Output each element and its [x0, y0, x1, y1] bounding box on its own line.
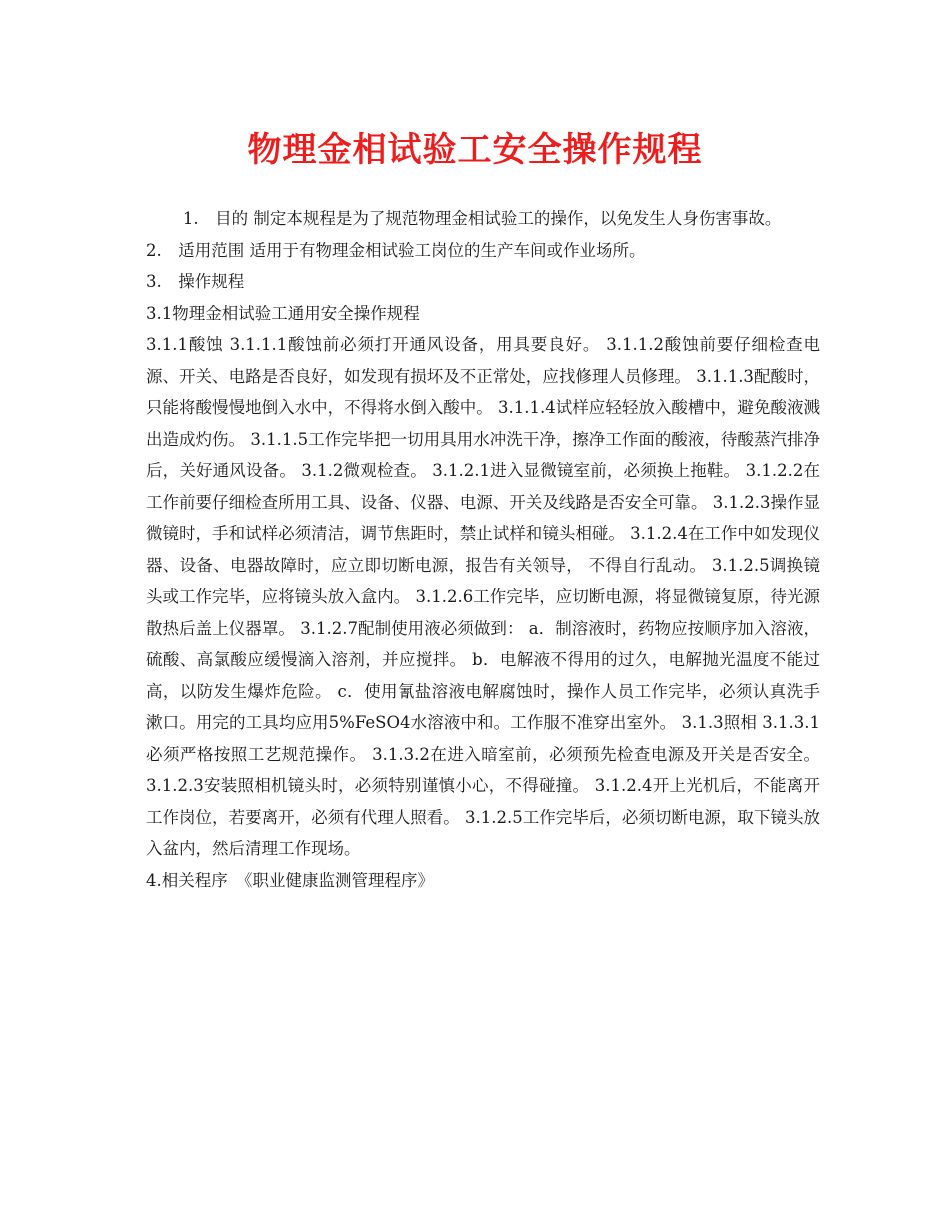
paragraph-procedures-heading: 3. 操作规程 — [146, 272, 245, 291]
document-body — [140, 203, 820, 896]
paragraph-related-procedures: 4.相关程序 《职业健康监测管理程序》 — [146, 870, 434, 890]
paragraph-rules-detail: 3.1.1酸蚀 3.1.1.1酸蚀前必须打开通风设备，用具要良好。 3.1.1.2酸蚀前要仔细检查电源、开关、电路是否良好，如发现有损坏及不正常处，应找修理人员修理。 3.1.1.3配酸时，只能将酸慢慢地倒入水中，不得将水倒入酸中。 3.1.1.4试样应轻轻放入酸槽中，避免酸液溅出造成灼伤。 3.1.1.5工作完毕把一切用具用水冲洗干净，擦净工作面的酸液，待酸蒸汽排净后，关好通风设备。 3.1.2微观检查。 3.1.2.1进入显微镜室前，必须换上拖鞋。 3.1.2.2在工作前要仔细检查所用工具、设备、仪器、电源、开关及线路是否安全可靠。 3.1.2.3操作显微镜时，手和试样必须清洁，调节焦距时，禁止试样和镜头相碰。 3.1.2.4在工作中如发现仪器、设备、电器故障时，应立即切断电源，报告有关领导， 不得自行乱动。 3.1.2.5调换镜头或工作完毕，应将镜头放入盒内。 3.1.2.6工作完毕，应切断电源，将显微镜复原，待光源散热后盖上仪器罩。 3.1.2.7配制使用液必须做到： a．制溶液时，药物应按顺序加入溶液，硫酸、高氯酸应缓慢滴入溶剂，并应搅拌。 b．电解液不得用的过久，电解抛光温度不能过高，以防发生爆炸危险。 c．使用氰盐溶液电解腐蚀时，操作人员工作完毕，必须认真洗手漱口。用完的工具均应用5%FeSO4水溶液中和。工作服不准穿出室外。 3.1.3照相 3.1.3.1必须严格按照工艺规范操作。 3.1.3.2在进入暗室前，必须预先检查电源及开关是否安全。 3.1.2.3安装照相机镜头时，必须特别谨慎小心，不得碰撞。 3.1.2.4开上光机后，不能离开工作岗位，若要离开，必须有代理人照看。 3.1.2.5工作完毕后，必须切断电源，取下镜头放入盆内，然后清理工作现场。 — [146, 335, 820, 858]
paragraph-purpose: 1. 目的 制定本规程是为了规范物理金相试验工的操作，以免发生人身伤害事故。 — [182, 209, 782, 228]
paragraph-general-rules-heading: 3.1物理金相试验工通用安全操作规程 — [146, 303, 420, 323]
paragraph-scope: 2. 适用范围 适用于有物理金相试验工岗位的生产车间或作业场所。 — [146, 240, 646, 260]
document-title: 物理金相试验工安全操作规程 — [247, 130, 703, 170]
